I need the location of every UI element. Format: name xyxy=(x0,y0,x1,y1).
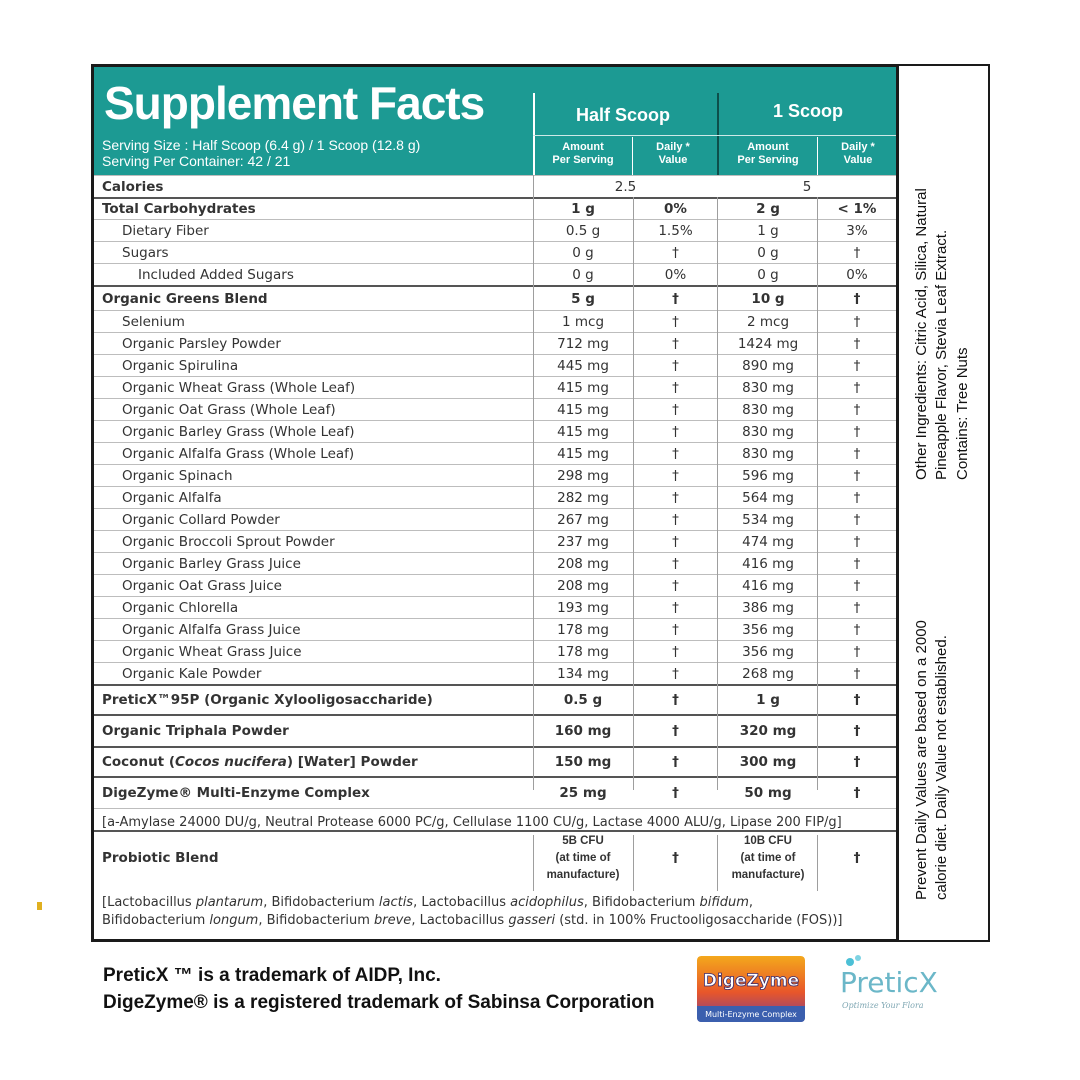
preticx-logo-tag: Optimize Your Flora xyxy=(842,1001,924,1010)
one-amount: 2 mcg xyxy=(746,313,790,330)
half-daily-value: † xyxy=(672,599,679,616)
one-daily-value: † xyxy=(853,665,861,682)
one-amount: 416 mg xyxy=(742,555,794,572)
table-row xyxy=(94,508,896,530)
column-divider xyxy=(817,197,818,790)
trademark-line-2: DigeZyme® is a registered trademark of Sabinsa Corporation xyxy=(103,992,655,1013)
half-amount: 0 g xyxy=(572,266,594,283)
half-amount: 0 g xyxy=(572,244,594,261)
one-daily-value: † xyxy=(853,423,861,440)
nutrient-name: Selenium xyxy=(122,313,185,330)
half-daily-value: 0% xyxy=(664,201,687,217)
one-amount: 534 mg xyxy=(742,511,794,528)
col-one-scoop: 1 Scoop xyxy=(772,101,843,121)
calories-half: 2.5 xyxy=(614,178,637,195)
contains-allergens: Contains: Tree Nuts xyxy=(954,347,971,480)
one-daily-value: 3% xyxy=(846,222,868,239)
column-divider xyxy=(817,835,818,891)
one-daily-value: † xyxy=(853,692,861,708)
one-amount: 50 mg xyxy=(744,785,792,801)
one-amount: 356 mg xyxy=(742,621,794,638)
one-daily-value: † xyxy=(853,850,861,866)
half-amount: 415 mg xyxy=(557,445,609,462)
half-daily-value: † xyxy=(672,244,679,261)
half-amount: 237 mg xyxy=(557,533,609,550)
half-daily-value: † xyxy=(672,723,679,739)
half-daily-value: † xyxy=(672,621,679,638)
probiotic-note-1: [Lactobacillus plantarum, Bifidobacterium lactis, Lactobacillus acidophilus, Bifidobacterium bifidum, xyxy=(102,895,754,910)
half-daily-value: † xyxy=(672,401,679,418)
nutrient-name: Organic Wheat Grass (Whole Leaf) xyxy=(122,379,356,396)
digezyme-logo-sub: Multi-Enzyme Complex xyxy=(705,1010,797,1019)
table-row xyxy=(94,219,896,241)
one-daily-value: † xyxy=(853,335,861,352)
stray-mark xyxy=(37,902,42,910)
table-row xyxy=(94,552,896,574)
amount-half: Amount Per Serving xyxy=(552,141,614,166)
table-row xyxy=(94,285,896,310)
table-row xyxy=(94,486,896,508)
nutrient-name: Included Added Sugars xyxy=(138,266,294,283)
header-divider xyxy=(632,137,633,175)
one-amount: 10 g xyxy=(751,290,785,307)
table-row xyxy=(94,197,896,219)
one-amount: 320 mg xyxy=(739,723,797,739)
other-ingredients-2: Pineapple Flavor, Stevia Leaf Extract. xyxy=(933,229,950,480)
nutrient-name: Organic Barley Grass (Whole Leaf) xyxy=(122,423,355,440)
half-daily-value: † xyxy=(672,467,679,484)
nutrient-name: Organic Oat Grass (Whole Leaf) xyxy=(122,401,336,418)
table-row xyxy=(94,354,896,376)
nutrient-name: Organic Wheat Grass Juice xyxy=(122,643,302,660)
half-amount: 282 mg xyxy=(557,489,609,506)
one-daily-value: † xyxy=(853,313,861,330)
half-amount: 178 mg xyxy=(557,621,609,638)
column-divider xyxy=(633,197,634,790)
digezyme-logo xyxy=(697,956,805,1022)
trademark-footer xyxy=(103,962,654,1016)
half-daily-value: 0% xyxy=(664,266,687,283)
preticx-logo-text: PreticX xyxy=(840,966,938,999)
half-daily-value: † xyxy=(672,290,679,307)
nutrient-name: Total Carbohydrates xyxy=(102,201,256,217)
half-daily-value: † xyxy=(672,555,679,572)
half-daily-value: † xyxy=(672,313,679,330)
half-amount: 5 g xyxy=(571,290,595,307)
one-amount: 386 mg xyxy=(742,599,794,616)
one-amount: 564 mg xyxy=(742,489,794,506)
half-daily-value: † xyxy=(672,489,679,506)
table-row xyxy=(94,332,896,354)
table-row xyxy=(94,241,896,263)
half-amount: 298 mg xyxy=(557,467,609,484)
one-daily-value: † xyxy=(853,511,861,528)
digezyme-logo-text: DigeZyme xyxy=(702,971,800,991)
one-daily-value: † xyxy=(853,467,861,484)
half-amount: 193 mg xyxy=(557,599,609,616)
half-amount: 1 g xyxy=(571,201,595,217)
half-daily-value: † xyxy=(672,665,679,682)
table-row xyxy=(94,376,896,398)
half-amount: 445 mg xyxy=(557,357,609,374)
one-daily-value: † xyxy=(853,577,861,594)
nutrient-name: Organic Triphala Powder xyxy=(102,723,289,739)
half-daily-value: † xyxy=(672,423,679,440)
one-amount: 0 g xyxy=(757,244,779,261)
daily-one: Daily * Value xyxy=(841,141,875,166)
nutrient-name: Organic Kale Powder xyxy=(122,665,262,682)
table-row xyxy=(94,574,896,596)
one-daily-value: † xyxy=(853,401,861,418)
half-amount: 415 mg xyxy=(557,379,609,396)
table-row xyxy=(94,310,896,332)
one-amount: 830 mg xyxy=(742,423,794,440)
one-daily-value: 0% xyxy=(846,266,868,283)
serving-per-container: Serving Per Container: 42 / 21 xyxy=(102,153,291,169)
calories-one: 5 xyxy=(802,178,812,195)
one-daily-value: < 1% xyxy=(837,201,877,217)
half-amount: 415 mg xyxy=(557,423,609,440)
header-divider xyxy=(533,135,896,136)
amount-one: Amount Per Serving xyxy=(737,141,799,166)
page-title: Supplement Facts xyxy=(104,77,485,129)
one-amount: 1 g xyxy=(756,692,780,708)
one-amount: 10B CFU (at time of manufacture) xyxy=(731,834,805,881)
daily-half: Daily * Value xyxy=(656,141,690,166)
half-daily-value: † xyxy=(672,785,679,801)
table-row xyxy=(94,714,896,746)
one-amount: 300 mg xyxy=(739,754,797,770)
one-daily-value: † xyxy=(853,723,861,739)
one-amount: 1424 mg xyxy=(737,335,799,352)
nutrient-name: Organic Parsley Powder xyxy=(122,335,281,352)
half-daily-value: † xyxy=(672,357,679,374)
table-row xyxy=(94,263,896,285)
one-amount: 1 g xyxy=(757,222,779,239)
half-amount: 0.5 g xyxy=(563,692,603,708)
one-daily-value: † xyxy=(853,621,861,638)
half-daily-value: † xyxy=(672,379,679,396)
one-daily-value: † xyxy=(853,489,861,506)
nutrient-name: Organic Oat Grass Juice xyxy=(122,577,282,594)
one-daily-value: † xyxy=(853,244,861,261)
table-row xyxy=(94,746,896,776)
one-amount: 268 mg xyxy=(742,665,794,682)
probiotic-note-2: Bifidobacterium longum, Bifidobacterium breve, Lactobacillus gasseri (std. in 100% Fructooligosaccharide (FOS))] xyxy=(102,913,843,928)
nutrient-name: Sugars xyxy=(122,244,169,261)
table-row xyxy=(94,640,896,662)
column-divider xyxy=(533,175,534,197)
serving-size: Serving Size : Half Scoop (6.4 g) / 1 Scoop (12.8 g) xyxy=(102,137,421,153)
one-amount: 416 mg xyxy=(742,577,794,594)
enzyme-note: [a-Amylase 24000 DU/g, Neutral Protease 6000 PC/g, Cellulase 1100 CU/g, Lactase 4000 ALU/g, Lipase 200 FIP/g] xyxy=(102,815,842,830)
one-amount: 2 g xyxy=(756,201,780,217)
table-row xyxy=(94,830,896,884)
one-amount: 890 mg xyxy=(742,357,794,374)
table-row xyxy=(94,776,896,808)
table-row xyxy=(94,398,896,420)
half-daily-value: † xyxy=(672,754,679,770)
nutrient-name: Dietary Fiber xyxy=(122,222,209,239)
nutrient-name: PreticX™95P (Organic Xylooligosaccharide) xyxy=(102,692,433,708)
column-divider xyxy=(533,175,534,790)
one-daily-value: † xyxy=(853,555,861,572)
nutrient-name: Calories xyxy=(102,178,164,195)
half-amount: 134 mg xyxy=(557,665,609,682)
half-amount: 208 mg xyxy=(557,577,609,594)
table-row xyxy=(94,684,896,714)
one-daily-value: † xyxy=(853,357,861,374)
side-panel xyxy=(899,64,990,942)
column-divider xyxy=(533,835,534,891)
one-amount: 830 mg xyxy=(742,401,794,418)
half-amount: 712 mg xyxy=(557,335,609,352)
half-amount: 25 mg xyxy=(559,785,607,801)
header-divider xyxy=(817,137,818,175)
half-daily-value: † xyxy=(672,445,679,462)
one-daily-value: † xyxy=(853,379,861,396)
one-amount: 356 mg xyxy=(742,643,794,660)
trademark-line-1: PreticX ™ is a trademark of AIDP, Inc. xyxy=(103,965,441,986)
nutrient-name: Organic Alfalfa xyxy=(122,489,222,506)
daily-value-note-2: calorie diet. Daily Value not established. xyxy=(933,635,950,900)
nutrient-name: Coconut ( Cocos nucifera ) [Water] Powder xyxy=(102,754,418,770)
half-amount: 0.5 g xyxy=(565,222,601,239)
table-row xyxy=(94,464,896,486)
one-amount: 596 mg xyxy=(742,467,794,484)
nutrient-name: DigeZyme® Multi-Enzyme Complex xyxy=(102,785,370,801)
nutrient-name: Organic Alfalfa Grass (Whole Leaf) xyxy=(122,445,355,462)
half-amount: 415 mg xyxy=(557,401,609,418)
half-amount: 178 mg xyxy=(557,643,609,660)
column-divider xyxy=(633,835,634,891)
half-daily-value: † xyxy=(672,850,679,866)
nutrient-name: Organic Greens Blend xyxy=(102,290,268,307)
half-amount: 160 mg xyxy=(554,723,612,739)
one-daily-value: † xyxy=(853,643,861,660)
header-divider xyxy=(533,93,535,175)
column-divider xyxy=(717,835,718,891)
col-half-scoop: Half Scoop xyxy=(575,105,670,125)
one-daily-value: † xyxy=(853,785,861,801)
nutrient-name: Organic Chlorella xyxy=(122,599,239,616)
half-daily-value: † xyxy=(672,511,679,528)
one-amount: 830 mg xyxy=(742,445,794,462)
table-row xyxy=(94,596,896,618)
nutrient-name: Organic Alfalfa Grass Juice xyxy=(122,621,301,638)
half-daily-value: † xyxy=(672,692,679,708)
one-daily-value: † xyxy=(853,290,861,307)
one-amount: 0 g xyxy=(757,266,779,283)
other-ingredients: Other Ingredients: Citric Acid, Silica, Natural xyxy=(913,188,930,480)
nutrient-name: Organic Broccoli Sprout Powder xyxy=(122,533,335,550)
one-amount: 830 mg xyxy=(742,379,794,396)
table-row xyxy=(94,175,896,197)
table-row xyxy=(94,442,896,464)
table-row xyxy=(94,420,896,442)
table-row xyxy=(94,662,896,684)
preticx-logo xyxy=(838,952,962,1016)
nutrient-name: Organic Collard Powder xyxy=(122,511,280,528)
half-daily-value: † xyxy=(672,533,679,550)
table-row xyxy=(94,618,896,640)
one-amount: 474 mg xyxy=(742,533,794,550)
half-amount: 1 mcg xyxy=(561,313,605,330)
one-daily-value: † xyxy=(853,445,861,462)
daily-value-note-1: Prevent Daily Values are based on a 2000 xyxy=(913,620,930,900)
one-daily-value: † xyxy=(853,599,861,616)
half-amount: 267 mg xyxy=(557,511,609,528)
half-daily-value: 1.5% xyxy=(658,222,693,239)
nutrient-name: Probiotic Blend xyxy=(102,850,219,866)
one-daily-value: † xyxy=(853,754,861,770)
table-row xyxy=(94,530,896,552)
half-daily-value: † xyxy=(672,335,679,352)
half-daily-value: † xyxy=(672,577,679,594)
nutrient-name: Organic Barley Grass Juice xyxy=(122,555,301,572)
supplement-facts-panel xyxy=(91,64,899,942)
column-divider xyxy=(717,197,718,790)
facts-header xyxy=(94,67,896,175)
header-divider xyxy=(717,93,719,175)
one-daily-value: † xyxy=(853,533,861,550)
half-amount: 150 mg xyxy=(554,754,612,770)
half-amount: 208 mg xyxy=(557,555,609,572)
half-daily-value: † xyxy=(672,643,679,660)
half-amount: 5B CFU (at time of manufacture) xyxy=(546,834,620,881)
nutrient-name: Organic Spinach xyxy=(122,467,233,484)
nutrient-name: Organic Spirulina xyxy=(122,357,239,374)
